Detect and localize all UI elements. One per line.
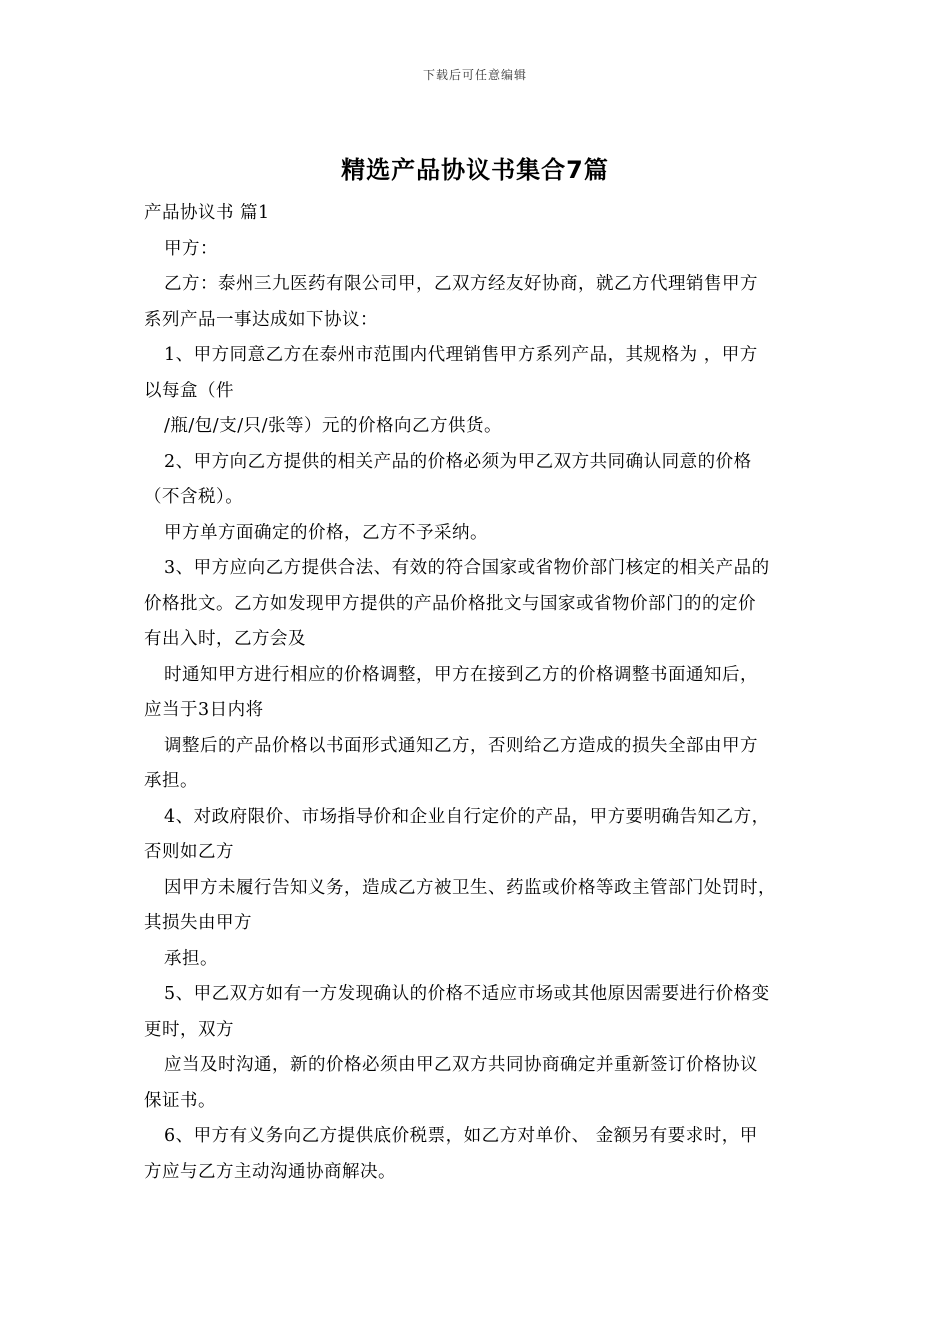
paragraph-line: （不含税）。: [144, 487, 244, 507]
paragraph-line: 4、对政府限价、市场指导价和企业自行定价的产品，甲方要明确告知乙方，: [164, 806, 770, 827]
paragraph-line: 2、甲方向乙方提供的相关产品的价格必须为甲乙双方共同确认同意的价格: [164, 451, 752, 472]
header-note: 下载后可任意编辑: [422, 68, 527, 82]
paragraph-line: 更时，双方: [144, 1019, 234, 1040]
paragraph-line: 乙方：泰州三九医药有限公司甲，乙双方经友好协商，就乙方代理销售甲方: [164, 274, 758, 294]
paragraph-line: /瓶/包/支/只/张等）元的价格向乙方供货。: [164, 416, 502, 436]
paragraph-line: 应当及时沟通，新的价格必须由甲乙双方共同协商确定并重新签订价格协议: [164, 1055, 758, 1075]
document-body: [144, 196, 814, 1190]
paragraph-line: 时通知甲方进行相应的价格调整，甲方在接到乙方的价格调整书面通知后，: [164, 664, 758, 685]
paragraph-line: 1、甲方同意乙方在泰州市范围内代理销售甲方系列产品，其规格为 ，甲方: [164, 345, 758, 365]
paragraph-line: 价格批文。乙方如发现甲方提供的产品价格批文与国家或省物价部门的的定价: [144, 593, 756, 614]
paragraph-line: 3、甲方应向乙方提供合法、有效的符合国家或省物价部门核定的相关产品的: [164, 558, 770, 578]
paragraph-line: 系列产品一事达成如下协议：: [144, 309, 378, 330]
paragraph-line: 5、甲乙双方如有一方发现确认的价格不适应市场或其他原因需要进行价格变: [164, 984, 770, 1004]
paragraph-line: 承担。: [164, 948, 218, 969]
paragraph-line: 其损失由甲方: [144, 913, 252, 933]
paragraph-line: 6、甲方有义务向乙方提供底价税票，如乙方对单价、 金额另有要求时，甲: [164, 1126, 758, 1146]
paragraph-line: 产品协议书 篇1: [144, 203, 270, 223]
paragraph-line: 否则如乙方: [144, 842, 234, 862]
paragraph-line: 甲方单方面确定的价格，乙方不予采纳。: [164, 522, 488, 543]
paragraph-line: 方应与乙方主动沟通协商解决。: [144, 1161, 396, 1182]
paragraph-line: 甲方：: [164, 238, 218, 259]
paragraph-line: 应当于3日内将: [144, 700, 264, 720]
paragraph-line: 以每盒（件: [144, 380, 234, 401]
paragraph-line: 调整后的产品价格以书面形式通知乙方，否则给乙方造成的损失全部由甲方: [164, 735, 758, 756]
paragraph-line: 有出入时，乙方会及: [144, 629, 306, 649]
paragraph-line: 因甲方未履行告知义务，造成乙方被卫生、药监或价格等政主管部门处罚时，: [164, 877, 776, 898]
document-title: 精选产品协议书集合7篇: [341, 156, 609, 184]
paragraph-line: 承担。: [144, 771, 198, 791]
paragraph-line: 保证书。: [144, 1090, 216, 1111]
